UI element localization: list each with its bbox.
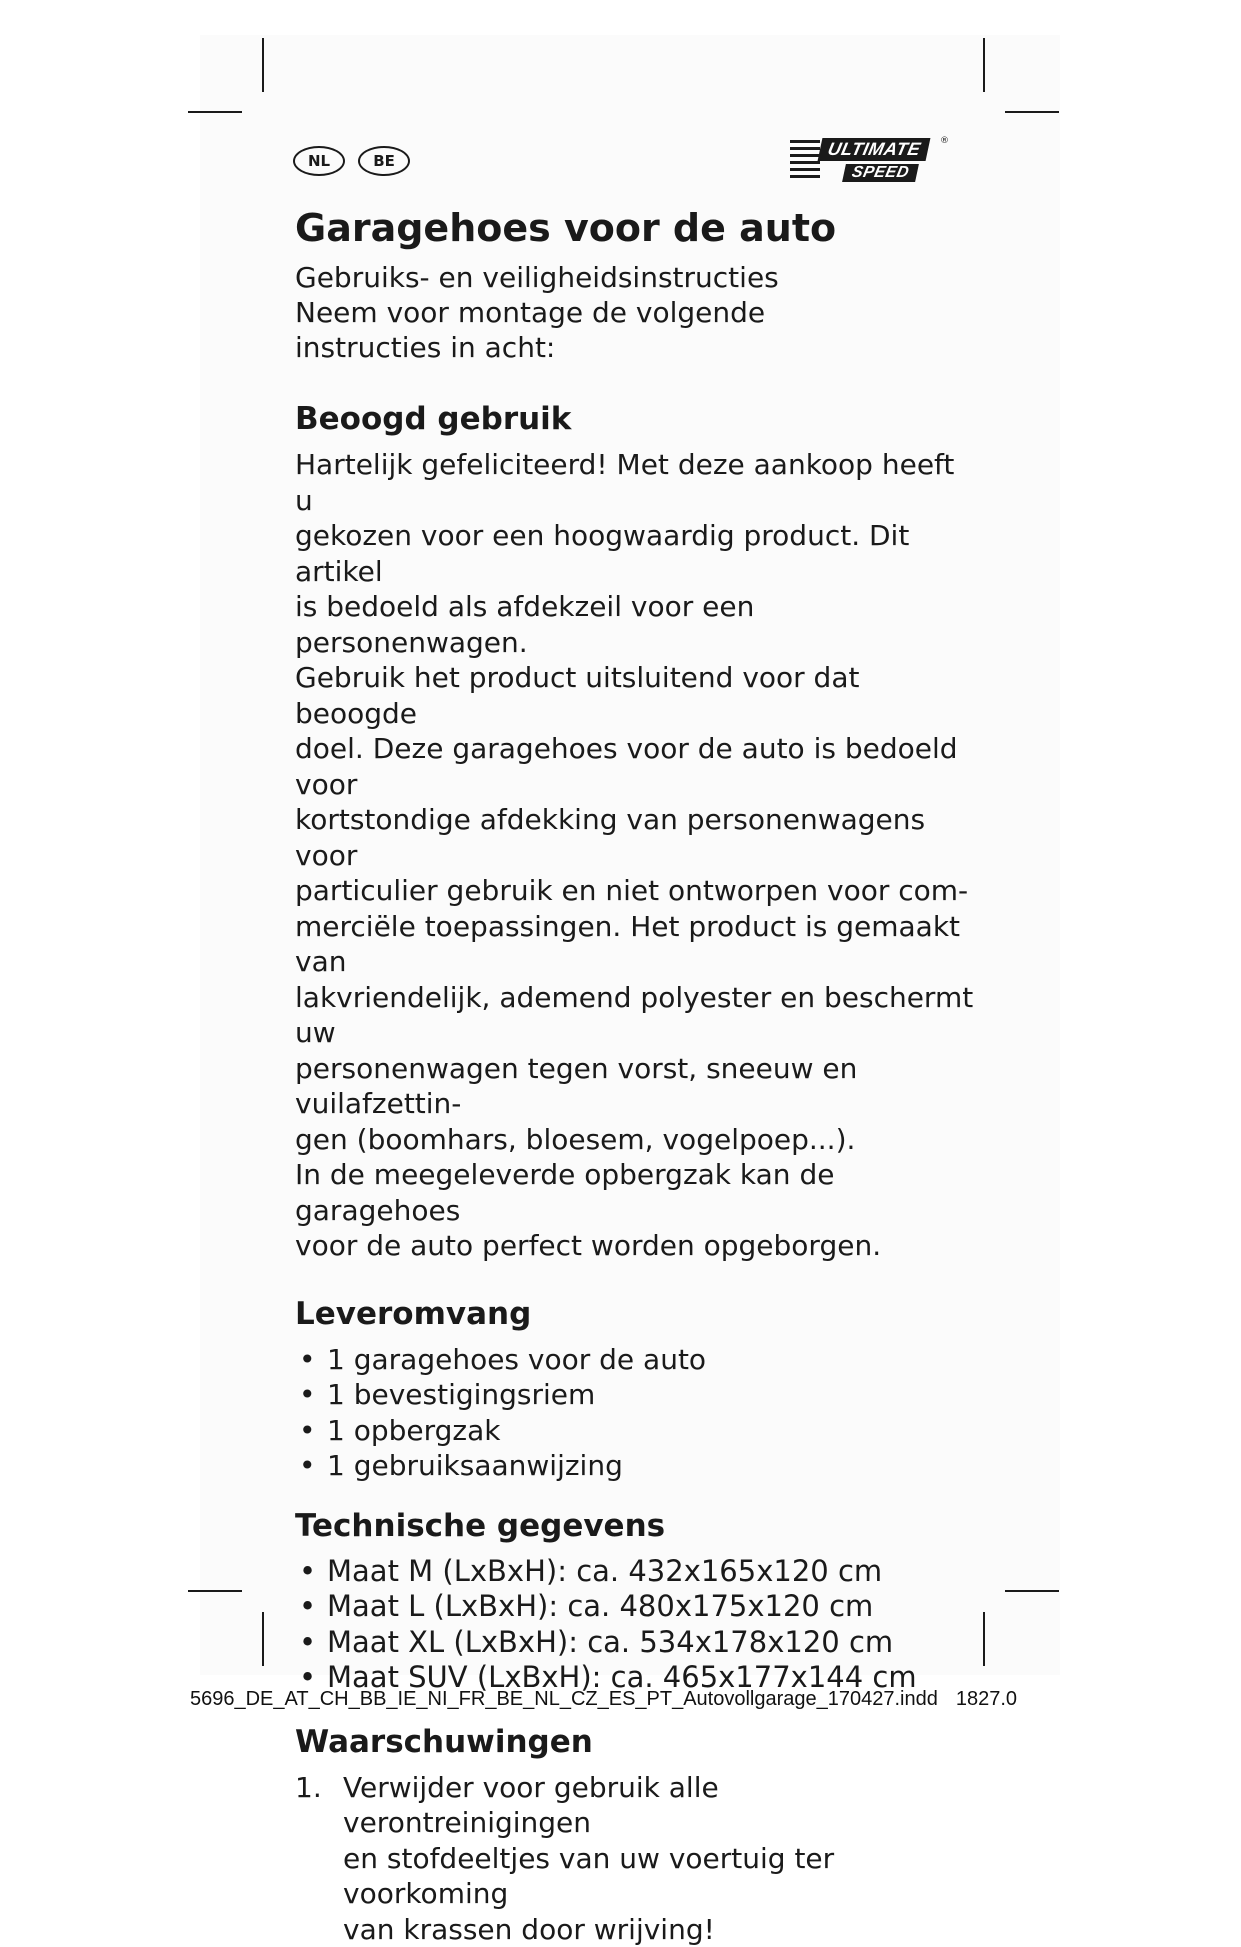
paragraph-line: lakvriendelijk, ademend polyester en beschermt uw <box>295 981 973 1050</box>
crop-mark-bottom-right-vertical <box>983 1612 985 1666</box>
paragraph-line: In de meegeleverde opbergzak kan de garagehoes <box>295 1158 834 1227</box>
bullet-icon: • <box>299 1413 316 1449</box>
list-item <box>295 1413 975 1449</box>
crop-mark-bottom-right-horizontal <box>1005 1590 1059 1592</box>
paragraph-line: is bedoeld als afdekzeil voor een personenwagen. <box>295 590 754 659</box>
print-slug <box>190 1688 1060 1711</box>
brand-logo <box>790 138 950 190</box>
paragraph-line: kortstondige afdekking van personenwagens voor <box>295 803 925 872</box>
bullet-icon: • <box>299 1589 316 1625</box>
list-item-text: 1 garagehoes voor de auto <box>327 1343 706 1376</box>
crop-mark-bottom-left-vertical <box>262 1612 264 1666</box>
paragraph-line: gekozen voor een hoogwaardig product. Dit artikel <box>295 519 909 588</box>
print-slug-page: 1827.0 <box>956 1688 1017 1710</box>
crop-mark-top-left-vertical <box>262 38 264 92</box>
heading-technical-data: Technische gegevens <box>295 1506 975 1546</box>
warnings-list <box>295 1770 975 1947</box>
paragraph-line: particulier gebruik en niet ontworpen voor com- <box>295 874 968 907</box>
list-item-text: Maat XL (LxBxH): ca. 534x178x120 cm <box>327 1625 893 1659</box>
logo-speed-lines <box>790 140 820 182</box>
paragraph-line: personenwagen tegen vorst, sneeuw en vuilafzettin- <box>295 1052 857 1121</box>
logo-text-speed: SPEED <box>842 164 919 182</box>
list-item-text: 1 bevestigingsriem <box>327 1378 595 1411</box>
heading-scope-of-delivery: Leveromvang <box>295 1294 975 1334</box>
list-number: 1. <box>295 1770 322 1806</box>
subtitle-line: Gebruiks- en veiligheidsinstructies <box>295 261 779 294</box>
document-content <box>295 200 975 1947</box>
list-item-text: Maat SUV (LxBxH): ca. 465x177x144 cm <box>327 1660 917 1694</box>
bullet-icon: • <box>299 1377 316 1413</box>
bullet-icon: • <box>299 1554 316 1590</box>
list-item-text: Maat L (LxBxH): ca. 480x175x120 cm <box>327 1589 873 1623</box>
crop-mark-top-left-horizontal <box>188 111 242 113</box>
list-item <box>295 1589 975 1625</box>
scope-list <box>295 1342 975 1484</box>
country-badge-nl: NL <box>293 146 345 176</box>
heading-intended-use: Beoogd gebruik <box>295 399 975 439</box>
paragraph-line: doel. Deze garagehoes voor de auto is bedoeld voor <box>295 732 958 801</box>
list-item-text: Maat M (LxBxH): ca. 432x165x120 cm <box>327 1554 882 1588</box>
list-item-line: Verwijder voor gebruik alle verontreinigingen <box>343 1771 719 1840</box>
list-item <box>295 1625 975 1661</box>
list-item-text: 1 opbergzak <box>327 1414 500 1447</box>
paragraph-line: merciële toepassingen. Het product is gemaakt van <box>295 910 960 979</box>
logo-text-ultimate: ULTIMATE <box>818 138 931 161</box>
paragraph-line: Hartelijk gefeliciteerd! Met deze aankoop heeft u <box>295 448 954 517</box>
bullet-icon: • <box>299 1625 316 1661</box>
country-badges <box>293 146 418 176</box>
page-title: Garagehoes voor de auto <box>295 200 975 256</box>
paragraph-line: Gebruik het product uitsluitend voor dat beoogde <box>295 661 859 730</box>
list-item-line: van krassen door wrijving! <box>343 1913 715 1946</box>
logo-registered-mark: ® <box>940 136 949 146</box>
list-item <box>295 1342 975 1378</box>
subtitle-line: instructies in acht: <box>295 331 555 364</box>
heading-warnings: Waarschuwingen <box>295 1722 975 1762</box>
list-item <box>295 1554 975 1590</box>
print-slug-filename: 5696_DE_AT_CH_BB_IE_NI_FR_BE_NL_CZ_ES_PT_Autovollgarage_170427.indd <box>190 1688 938 1710</box>
crop-mark-top-right-horizontal <box>1005 111 1059 113</box>
country-badge-be: BE <box>358 146 410 176</box>
intended-use-paragraph <box>295 447 975 1264</box>
subtitle-line: Neem voor montage de volgende <box>295 296 765 329</box>
crop-mark-bottom-left-horizontal <box>188 1590 242 1592</box>
list-item <box>295 1377 975 1413</box>
crop-mark-top-right-vertical <box>983 38 985 92</box>
list-item <box>295 1770 975 1947</box>
bullet-icon: • <box>299 1342 316 1378</box>
bullet-icon: • <box>299 1448 316 1484</box>
bullet-icon: • <box>299 1660 316 1696</box>
list-item-text: 1 gebruiksaanwijzing <box>327 1449 623 1482</box>
list-item-line: en stofdeeltjes van uw voertuig ter voorkoming <box>343 1842 834 1911</box>
list-item <box>295 1448 975 1484</box>
paragraph-line: gen (boomhars, bloesem, vogelpoep...). <box>295 1123 855 1156</box>
specs-list <box>295 1554 975 1696</box>
subtitle <box>295 260 975 365</box>
paragraph-line: voor de auto perfect worden opgeborgen. <box>295 1229 881 1262</box>
